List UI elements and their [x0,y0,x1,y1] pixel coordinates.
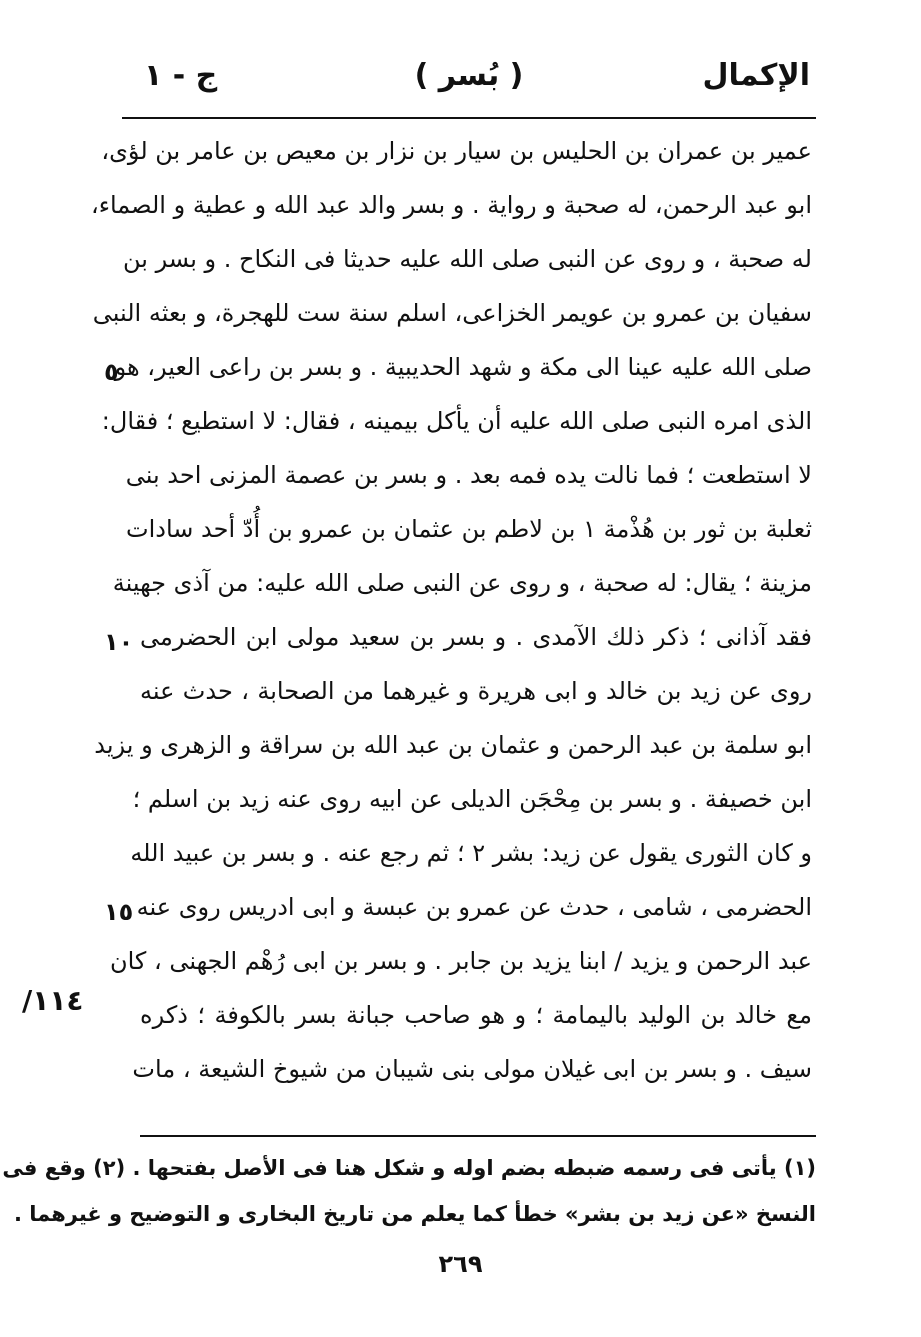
text-line: مع خالد بن الوليد باليمامة ؛ و هو صاحب جبانة بسر بالكوفة ؛ ذكره [140,1001,812,1029]
entry-heading: ( بُسر ) [414,58,524,93]
footnote-rule [140,1135,816,1137]
footnote-line: النسخ «عن زيد بن بشر» خطأ كما يعلم من تاريخ البخارى و التوضيح و غيرهما . [13,1202,816,1226]
book-title: الإكمال [702,58,810,93]
line-number-10: ١٠ [104,628,134,656]
text-line: سيف . و بسر بن ابى غيلان مولى بنى شيبان من شيوخ الشيعة ، مات [132,1055,812,1083]
text-line: صلى الله عليه عينا الى مكة و شهد الحديبية . و بسر بن راعى العير، هو [114,353,812,381]
text-line: ابو عبد الرحمن، له صحبة و رواية . و بسر والد عبد الله و عطية و الصماء، [90,191,812,219]
footnote-line: (۱) يأتى فى رسمه ضبطه بضم اوله و شكل هنا فى الأصل بفتحها . (۲) وقع فى [2,1156,816,1180]
text-line: لا استطعت ؛ فما نالت يده فمه بعد . و بسر بن عصمة المزنى احد بنى [125,461,812,489]
line-number-5: ٥ [104,358,119,386]
text-line: و كان الثورى يقول عن زيد: بشر ۲ ؛ ثم رجع عنه . و بسر بن عبيد الله [130,839,812,867]
text-line: له صحبة ، و روى عن النبى صلى الله عليه حديثا فى النكاح . و بسر بن [122,245,812,273]
text-line: ابو سلمة بن عبد الرحمن و عثمان بن عبد الله بن سراقة و الزهرى و يزيد [94,731,812,759]
page-number: ٢٦٩ [438,1250,483,1278]
text-line: سفيان بن عمرو بن عويمر الخزاعى، اسلم سنة ست للهجرة، و بعثه النبى [92,299,812,327]
running-header [122,56,816,104]
footnotes [2,1145,816,1237]
text-line: الحضرمى ، شامى ، حدث عن عمرو بن عبسة و ابى ادريس روى عنه [136,893,812,921]
margin-folio-reference: ١١٤/ [22,984,84,1017]
text-line: عبد الرحمن و يزيد / ابنا يزيد بن جابر . و بسر بن ابى رُهْم الجهنى ، كان [109,947,812,975]
text-line: عمير بن عمران بن الحليس بن سيار بن نزار بن معيص بن عامر بن لؤى، [101,137,812,165]
line-number-15: ١٥ [104,898,134,926]
volume-label: ج - ١ [144,58,218,93]
text-line: مزينة ؛ يقال: له صحبة ، و روى عن النبى صلى الله عليه: من آذى جهينة [112,569,812,597]
text-line: ثعلبة بن ثور بن هُذْمة ۱ بن لاطم بن عثمان بن عمرو بن أُدّ أحد سادات [126,515,812,543]
header-rule [122,117,816,119]
text-line: ابن خصيفة . و بسر بن مِحْجَن الديلى عن ابيه روى عنه زيد بن اسلم ؛ [132,785,812,813]
text-line: الذى امره النبى صلى الله عليه أن يأكل بيمينه ، فقال: لا استطيع ؛ فقال: [101,407,812,435]
text-line: فقد آذانى ؛ ذكر ذلك الآمدى . و بسر بن سعيد مولى ابن الحضرمى [140,623,812,651]
text-line: روى عن زيد بن خالد و ابى هريرة و غيرهما من الصحابة ، حدث عنه [140,677,812,705]
